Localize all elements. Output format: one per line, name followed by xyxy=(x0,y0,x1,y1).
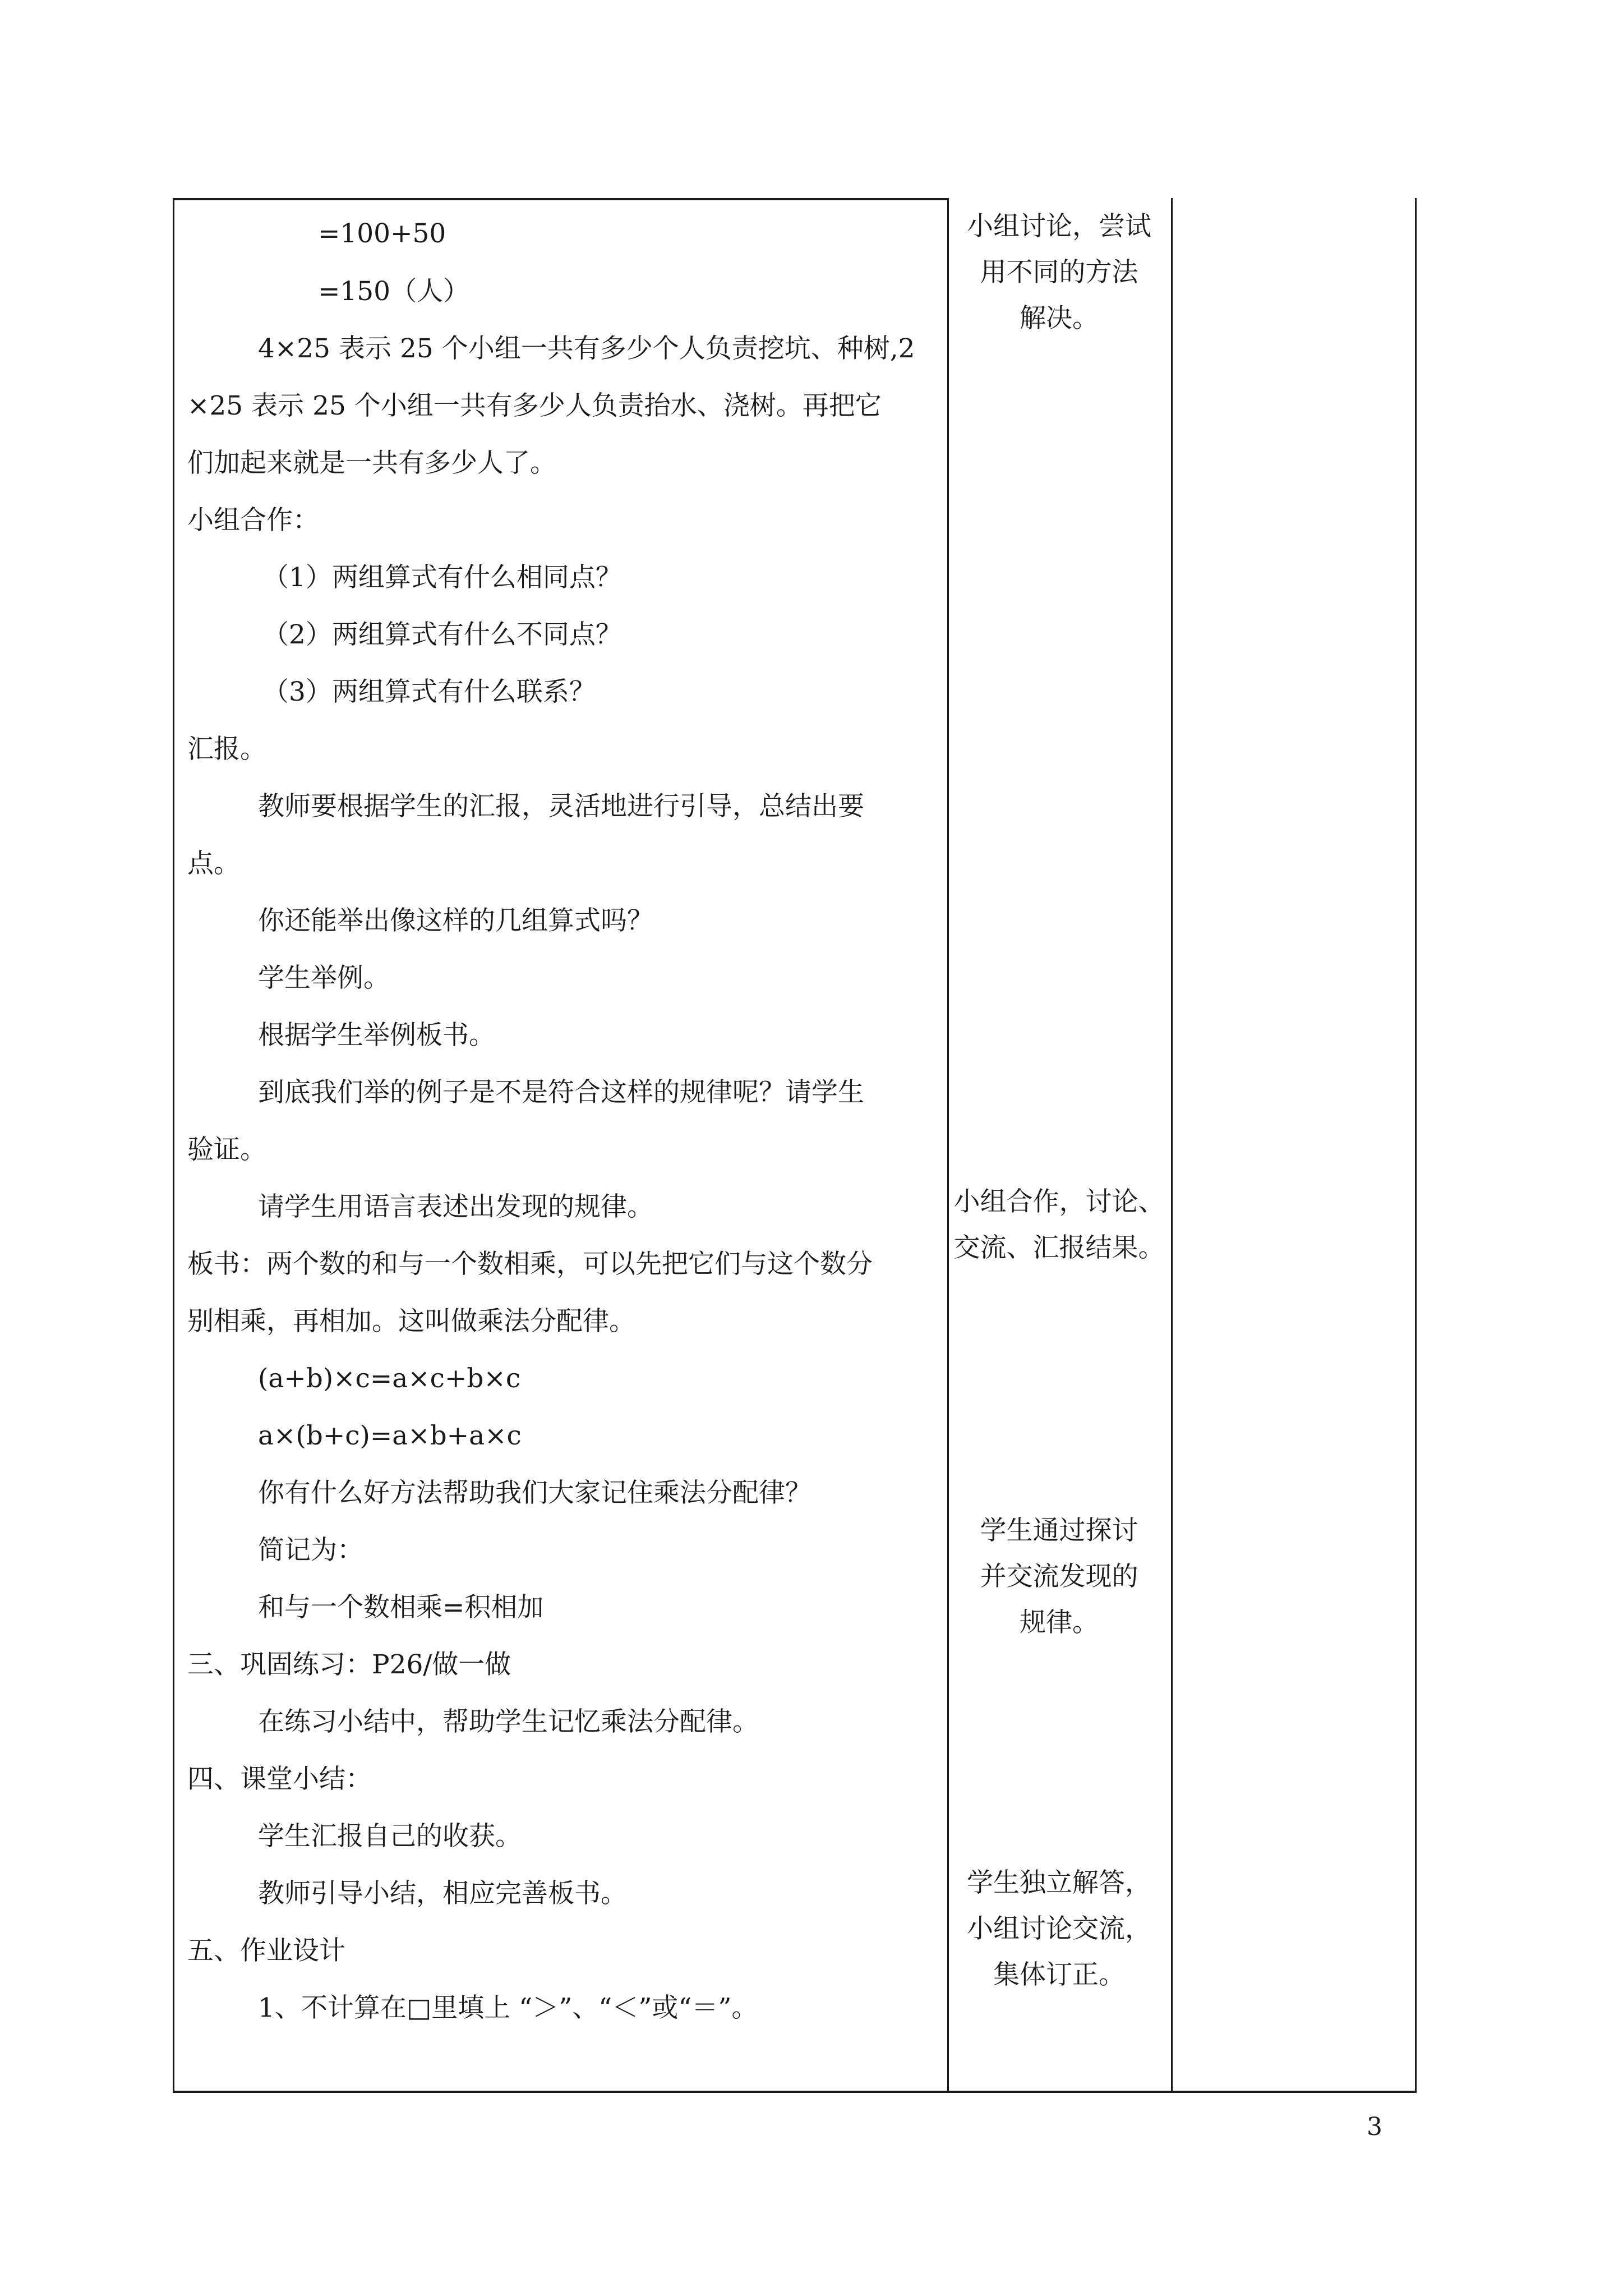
activity-note xyxy=(947,1508,1171,1646)
activity-note xyxy=(947,1860,1171,1998)
activity-note-line: 小组讨论，尝试 xyxy=(967,211,1151,242)
text-line: 汇报。 xyxy=(187,734,266,765)
table-right-border xyxy=(1415,198,1417,2093)
text-line: （1）两组算式有什么相同点？ xyxy=(262,562,622,593)
text-line: 你有什么好方法帮助我们大家记住乘法分配律？ xyxy=(258,1478,811,1508)
text-line: 1、不计算在□里填上 “＞”、“＜”或“＝”。 xyxy=(258,1993,758,2023)
formula-line: (a+b)×c=a×c+b×c xyxy=(258,1363,521,1394)
activity-note-line: 学生独立解答， xyxy=(967,1867,1151,1898)
text-line: 教师要根据学生的汇报，灵活地进行引导，总结出要 xyxy=(258,791,864,822)
text-line: 教师引导小结，相应完善板书。 xyxy=(258,1878,627,1909)
activity-note-line: 用不同的方法 xyxy=(980,257,1138,288)
activity-note-line: 集体订正。 xyxy=(993,1959,1125,1990)
section-heading: 三、巩固练习：P26/做一做 xyxy=(187,1649,511,1680)
text-line: 们加起来就是一共有多少人了。 xyxy=(187,448,556,478)
text-line: 和与一个数相乘=积相加 xyxy=(258,1592,544,1623)
text-line: （2）两组算式有什么不同点？ xyxy=(262,619,622,650)
text-line: 4×25 表示 25 个小组一共有多少个人负责挖坑、种树,2 xyxy=(258,333,915,364)
student-activity-column xyxy=(947,198,1171,2093)
activity-note-line: 交流、汇报结果。 xyxy=(953,1232,1165,1263)
section-heading: 四、课堂小结： xyxy=(187,1764,372,1795)
teaching-process-column xyxy=(173,198,947,2093)
text-line: =150（人） xyxy=(318,276,470,307)
activity-note xyxy=(947,1179,1171,1271)
activity-note-line: 规律。 xyxy=(1020,1607,1099,1638)
activity-note-line: 解决。 xyxy=(1020,303,1099,334)
text-line: 到底我们举的例子是不是符合这样的规律呢？请学生 xyxy=(258,1077,864,1108)
text-line: 验证。 xyxy=(187,1134,266,1165)
text-line: 板书：两个数的和与一个数相乘，可以先把它们与这个数分 xyxy=(187,1249,873,1280)
text-line: ×25 表示 25 个小组一共有多少人负责抬水、浇树。再把它 xyxy=(187,390,882,421)
text-line: 点。 xyxy=(187,848,240,879)
activity-note-line: 学生通过探讨 xyxy=(980,1515,1138,1546)
column-divider-2 xyxy=(1171,198,1173,2093)
text-line: 别相乘，再相加。这叫做乘法分配律。 xyxy=(187,1306,635,1337)
text-line: 在练习小结中，帮助学生记忆乘法分配律。 xyxy=(258,1706,759,1737)
text-line: 学生举例。 xyxy=(258,963,390,993)
formula-line: a×(b+c)=a×b+a×c xyxy=(258,1420,522,1451)
text-line: =100+50 xyxy=(318,218,446,249)
text-line: 小组合作： xyxy=(187,505,319,536)
activity-note-line: 小组合作，讨论、 xyxy=(953,1186,1165,1217)
text-line: （3）两组算式有什么联系？ xyxy=(262,677,596,707)
text-line: 根据学生举例板书。 xyxy=(258,1020,495,1051)
text-line: 学生汇报自己的收获。 xyxy=(258,1821,522,1852)
activity-note xyxy=(947,204,1171,342)
section-heading: 五、作业设计 xyxy=(187,1935,345,1966)
text-line: 简记为： xyxy=(258,1535,363,1566)
text-line: 请学生用语言表述出发现的规律。 xyxy=(258,1191,653,1222)
text-line: 你还能举出像这样的几组算式吗？ xyxy=(258,905,653,936)
activity-note-line: 并交流发现的 xyxy=(980,1561,1138,1592)
page-number: 3 xyxy=(1367,2113,1382,2141)
activity-note-line: 小组讨论交流， xyxy=(967,1913,1151,1944)
